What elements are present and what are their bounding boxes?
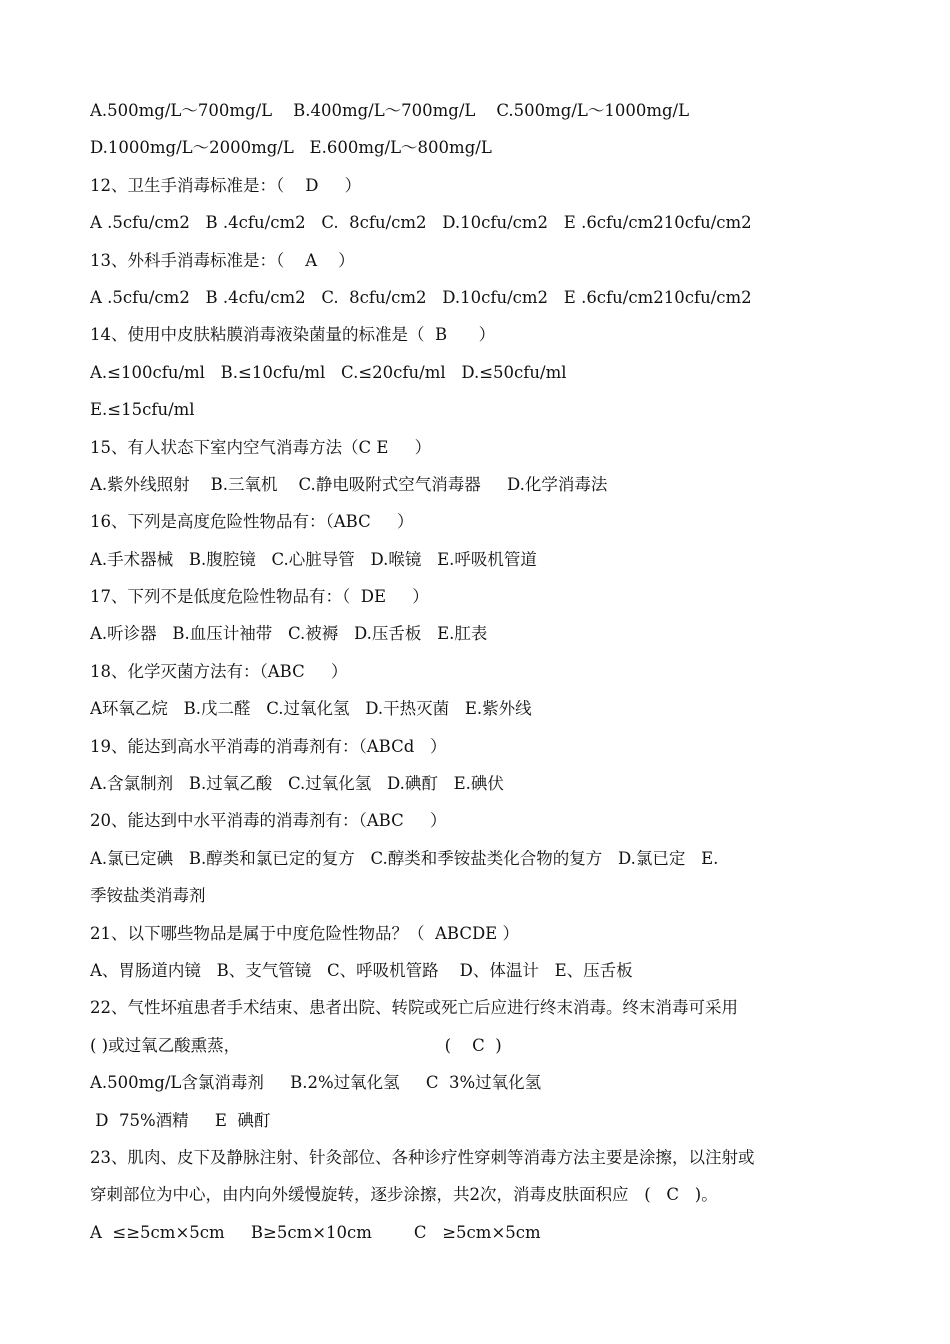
- option-line-11b: D.1000mg/L～2000mg/L E.600mg/L～800mg/L: [90, 138, 492, 158]
- question-22: 22、气性坏疽患者手术结束、患者出院、转院或死亡后应进行终末消毒。终末消毒可采用: [90, 998, 738, 1018]
- option-line-16: A.手术器械 B.腹腔镜 C.心脏导管 D.喉镜 E.呼吸机管道: [90, 549, 537, 569]
- option-line-14b: E.≤15cfu/ml: [90, 400, 195, 420]
- option-line-20b: 季铵盐类消毒剂: [90, 886, 206, 906]
- option-line-15: A.紫外线照射 B.三氧机 C.静电吸附式空气消毒器 D.化学消毒法: [90, 474, 608, 494]
- question-21: 21、以下哪些物品是属于中度危险性物品？（ ABCDE ）: [90, 923, 519, 943]
- option-line-23: A ≤≥5cm×5cm B≥5cm×10cm C ≥5cm×5cm: [90, 1222, 541, 1242]
- option-line-11: A.500mg/L～700mg/L B.400mg/L～700mg/L C.500mg/L～1000mg/L: [90, 101, 690, 120]
- option-line-22b: D 75%酒精 E 碘酊: [90, 1110, 271, 1130]
- option-line-20: A.氯已定碘 B.醇类和氯已定的复方 C.醇类和季铵盐类化合物的复方 D.氯已定 E.: [90, 848, 719, 868]
- question-23b: 穿刺部位为中心，由内向外缓慢旋转，逐步涂擦，共2次，消毒皮肤面积应 ( C )。: [90, 1185, 718, 1205]
- question-22b: ( )或过氧乙酸熏蒸， ( C ): [90, 1035, 502, 1055]
- option-line-13: A .5cfu/cm2 B .4cfu/cm2 C. 8cfu/cm2 D.10cfu/cm2 E .6cfu/cm210cfu/cm2: [90, 287, 752, 307]
- question-23: 23、肌肉、皮下及静脉注射、针灸部位、各种诊疗性穿刺等消毒方法主要是涂擦，以注射或: [90, 1147, 755, 1167]
- document-page: [90, 96, 870, 1255]
- option-line-22: A.500mg/L含氯消毒剂 B.2%过氧化氢 C 3%过氧化氢: [90, 1073, 542, 1093]
- question-15: 15、有人状态下室内空气消毒方法（C E ）: [90, 437, 432, 457]
- option-line-12: A .5cfu/cm2 B .4cfu/cm2 C. 8cfu/cm2 D.10cfu/cm2 E .6cfu/cm210cfu/cm2: [90, 213, 752, 233]
- question-12: 12、卫生手消毒标准是：（ D ）: [90, 175, 362, 195]
- option-line-17: A.听诊器 B.血压计袖带 C.被褥 D.压舌板 E.肛表: [90, 624, 488, 644]
- question-14: 14、使用中皮肤粘膜消毒液染菌量的标准是（ B ）: [90, 325, 496, 345]
- option-line-21: A、胃肠道内镜 B、支气管镜 C、呼吸机管路 D、体温计 E、压舌板: [90, 960, 633, 980]
- option-line-19: A.含氯制剂 B.过氧乙酸 C.过氧化氢 D.碘酊 E.碘伏: [90, 774, 504, 794]
- question-17: 17、下列不是低度危险性物品有：（ DE ）: [90, 587, 429, 607]
- option-line-18: A环氧乙烷 B.戊二醛 C.过氧化氢 D.干热灭菌 E.紫外线: [90, 699, 532, 719]
- question-20: 20、能达到中水平消毒的消毒剂有：（ABC ）: [90, 811, 447, 831]
- question-18: 18、化学灭菌方法有：（ABC ）: [90, 661, 348, 681]
- option-line-14: A.≤100cfu/ml B.≤10cfu/ml C.≤20cfu/ml D.≤50cfu/ml: [90, 362, 567, 382]
- question-13: 13、外科手消毒标准是：（ A ）: [90, 250, 355, 270]
- question-16: 16、下列是高度危险性物品有：（ABC ）: [90, 512, 414, 532]
- question-19: 19、能达到高水平消毒的消毒剂有：（ABCd ）: [90, 736, 447, 756]
